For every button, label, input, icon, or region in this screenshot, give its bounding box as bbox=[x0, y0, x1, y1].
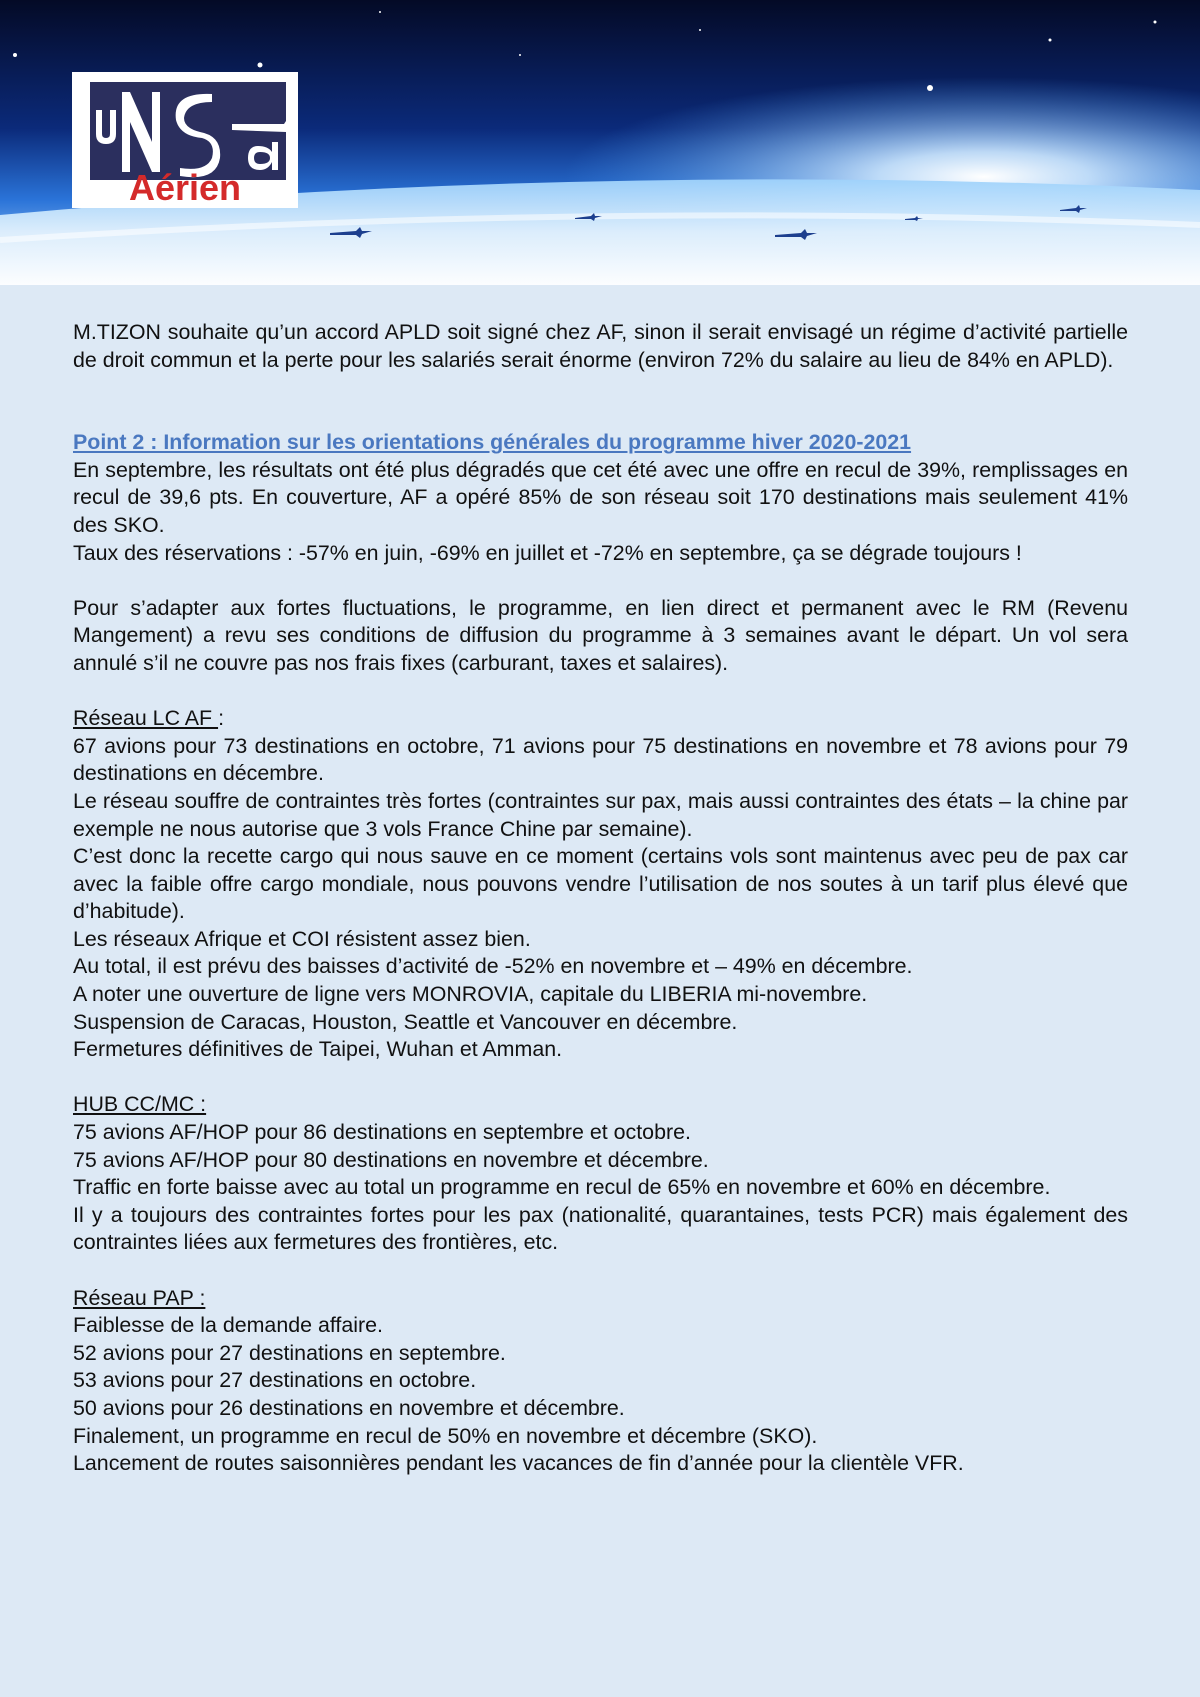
hub-title: HUB CC/MC : bbox=[73, 1092, 207, 1117]
reseau-lc-line: 67 avions pour 73 destinations en octobre, 71 avions pour 75 destinations en novembre et 78 avions pour 79 destinations en décembre. bbox=[73, 733, 1128, 786]
logo-graphic bbox=[72, 72, 298, 208]
document-body bbox=[73, 319, 1128, 1478]
unsa-aerien-logo bbox=[72, 72, 298, 208]
header-banner bbox=[0, 0, 1200, 285]
reseau-lc-line: A noter une ouverture de ligne vers MONROVIA, capitale du LIBERIA mi-novembre. bbox=[73, 982, 868, 1007]
hub-heading bbox=[73, 1091, 1128, 1119]
reseau-lc-title-colon: : bbox=[218, 706, 225, 731]
reseau-lc-line: Au total, il est prévu des baisses d’activité de -52% en novembre et – 49% en décembre. bbox=[73, 954, 913, 979]
hub-line: Il y a toujours des contraintes fortes pour les pax (nationalité, quarantaines, tests PCR) mais également des contraintes liées aux fermetures des frontières, etc. bbox=[73, 1202, 1128, 1255]
reseau-pap-line: Lancement de routes saisonnières pendant les vacances de fin d’année pour la clientèle VFR. bbox=[73, 1451, 964, 1476]
intro-paragraph: M.TIZON souhaite qu’un accord APLD soit signé chez AF, sinon il serait envisagé un régime d’activité partielle de droit commun et la perte pour les salariés serait énorme (environ 72% du salaire au lieu de 84% en APLD). bbox=[73, 320, 1128, 372]
point2-paragraph-3: Pour s’adapter aux fortes fluctuations, le programme, en lien direct et permanent avec le RM (Revenu Mangement) a revu ses conditions de diffusion du programme à 3 semaines avant le départ. Un vol sera annulé s’il ne couvre pas nos frais fixes (carburant, taxes et salaires). bbox=[73, 595, 1128, 675]
point2-paragraph-1: En septembre, les résultats ont été plus dégradés que cet été avec une offre en recul de 39%, remplissages en recul de 39,6 pts. En couverture, AF a opéré 85% de son réseau soit 170 destinations mais seulement 41% des SKO. bbox=[73, 457, 1128, 537]
point2-paragraph-2: Taux des réservations : -57% en juin, -69% en juillet et -72% en septembre, ça se dégrade toujours ! bbox=[73, 540, 1022, 565]
reseau-pap-title: Réseau PAP : bbox=[73, 1285, 206, 1310]
reseau-lc-line: Suspension de Caracas, Houston, Seattle et Vancouver en décembre. bbox=[73, 1009, 738, 1034]
reseau-lc-heading bbox=[73, 705, 1128, 733]
hub-line: 75 avions AF/HOP pour 80 destinations en novembre et décembre. bbox=[73, 1147, 709, 1172]
reseau-lc-line: Fermetures définitives de Taipei, Wuhan et Amman. bbox=[73, 1037, 563, 1062]
hub-line: 75 avions AF/HOP pour 86 destinations en septembre et octobre. bbox=[73, 1120, 691, 1145]
reseau-lc-line: C’est donc la recette cargo qui nous sauve en ce moment (certains vols sont maintenus avec peu de pax car avec la faible offre cargo mondiale, nous pouvons vendre l’utilisation de nos soutes à un tarif plus élevé que d’habitude). bbox=[73, 844, 1128, 924]
reseau-pap-line: 52 avions pour 27 destinations en septembre. bbox=[73, 1340, 506, 1365]
reseau-pap-line: Faiblesse de la demande affaire. bbox=[73, 1313, 383, 1338]
reseau-pap-heading bbox=[73, 1285, 1128, 1313]
point2-heading: Point 2 : Information sur les orientations générales du programme hiver 2020-2021 bbox=[73, 430, 912, 455]
reseau-pap-line: 53 avions pour 27 destinations en octobre. bbox=[73, 1368, 477, 1393]
reseau-lc-line: Les réseaux Afrique et COI résistent assez bien. bbox=[73, 926, 531, 951]
reseau-pap-line: 50 avions pour 26 destinations en novembre et décembre. bbox=[73, 1395, 625, 1420]
hub-line: Traffic en forte baisse avec au total un programme en recul de 65% en novembre et 60% en décembre. bbox=[73, 1175, 1051, 1200]
reseau-lc-line: Le réseau souffre de contraintes très fortes (contraintes sur pax, mais aussi contraintes des états – la chine par exemple ne nous autorise que 3 vols France Chine par semaine). bbox=[73, 788, 1128, 841]
reseau-pap-line: Finalement, un programme en recul de 50% en novembre et décembre (SKO). bbox=[73, 1423, 818, 1448]
reseau-lc-title: Réseau LC AF bbox=[73, 706, 219, 731]
logo-wordmark: Aérien bbox=[128, 167, 242, 208]
